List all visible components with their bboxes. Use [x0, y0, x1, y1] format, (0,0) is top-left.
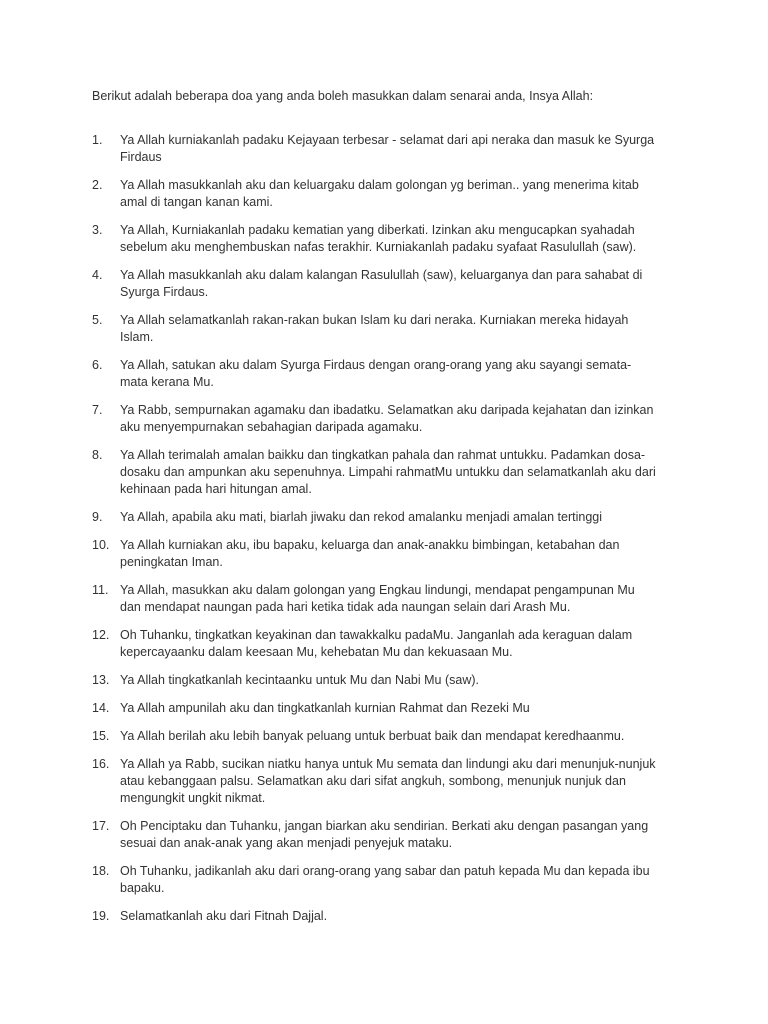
list-item-line: Syurga Firdaus.	[120, 285, 209, 299]
list-item-text	[120, 509, 692, 526]
list-item-line: amal di tangan kanan kami.	[120, 195, 273, 209]
list-item-text	[120, 582, 692, 616]
list-item-number: 9.	[92, 510, 103, 524]
list-item-number: 11.	[92, 583, 109, 597]
list-item-number: 13.	[92, 673, 110, 687]
list-item-line: kehinaan pada hari hitungan amal.	[120, 482, 312, 496]
list-item-text	[120, 357, 692, 391]
list-item-line: Ya Allah ampunilah aku dan tingkatkanlah kurnian Rahmat dan Rezeki Mu	[120, 701, 530, 715]
list-item-line: atau kebanggaan palsu. Selamatkan aku dari sifat angkuh, sombong, menunjuk nunjuk dan	[120, 774, 626, 788]
list-item	[92, 177, 692, 211]
list-item-line: Ya Allah masukkanlah aku dalam kalangan Rasulullah (saw), keluarganya dan para sahabat di	[120, 268, 643, 282]
list-item-line: Ya Allah selamatkanlah rakan-rakan bukan Islam ku dari neraka. Kurniakan mereka hidayah	[120, 313, 629, 327]
list-item-text	[120, 818, 692, 852]
list-item-number: 14.	[92, 701, 110, 715]
list-item-number: 5.	[92, 313, 103, 327]
list-item-text	[120, 672, 692, 689]
list-item-text	[120, 312, 692, 346]
list-item-text	[120, 402, 692, 436]
list-item-line: Ya Rabb, sempurnakan agamaku dan ibadatku. Selamatkan aku daripada kejahatan dan izinkan	[120, 403, 654, 417]
list-item-number: 8.	[92, 448, 103, 462]
list-item	[92, 357, 692, 391]
list-item	[92, 672, 692, 689]
list-item-text	[120, 627, 692, 661]
list-item-number: 17.	[92, 819, 110, 833]
list-item-line: sebelum aku menghembuskan nafas terakhir. Kurniakanlah padaku syafaat Rasulullah (saw).	[120, 240, 637, 254]
list-item-text	[120, 177, 692, 211]
list-item-line: bapaku.	[120, 881, 165, 895]
list-item-number: 7.	[92, 403, 103, 417]
list-item-line: Ya Allah kurniakanlah padaku Kejayaan terbesar - selamat dari api neraka dan masuk ke Syurga	[120, 133, 655, 147]
list-item	[92, 132, 692, 166]
list-item-line: Ya Allah tingkatkanlah kecintaanku untuk Mu dan Nabi Mu (saw).	[120, 673, 479, 687]
list-item-line: Oh Tuhanku, tingkatkan keyakinan dan tawakkalku padaMu. Janganlah ada keraguan dalam	[120, 628, 633, 642]
list-item	[92, 700, 692, 717]
list-item-number: 15.	[92, 729, 110, 743]
list-item-text	[120, 537, 692, 571]
list-item-line: kepercayaanku dalam keesaan Mu, kehebatan Mu dan kekuasaan Mu.	[120, 645, 513, 659]
list-item-text	[120, 728, 692, 745]
list-item-line: mengungkit ungkit nikmat.	[120, 791, 266, 805]
list-item-text	[120, 908, 692, 925]
list-item-text	[120, 132, 692, 166]
list-item	[92, 756, 692, 807]
list-item-line: Islam.	[120, 330, 154, 344]
list-item-line: Firdaus	[120, 150, 162, 164]
list-item	[92, 537, 692, 571]
list-item-number: 12.	[92, 628, 110, 642]
list-item	[92, 627, 692, 661]
list-item	[92, 222, 692, 256]
list-item-text	[120, 222, 692, 256]
list-item-line: Ya Allah kurniakan aku, ibu bapaku, keluarga dan anak-anakku bimbingan, ketabahan dan	[120, 538, 620, 552]
list-item-number: 4.	[92, 268, 103, 282]
list-item-line: Ya Allah, Kurniakanlah padaku kematian yang diberkati. Izinkan aku mengucapkan syahadah	[120, 223, 635, 237]
list-item-line: Ya Allah ya Rabb, sucikan niatku hanya untuk Mu semata dan lindungi aku dari menunjuk-nunjuk	[120, 757, 656, 771]
list-item-number: 6.	[92, 358, 103, 372]
list-item-number: 1.	[92, 133, 103, 147]
list-item-text	[120, 447, 692, 498]
doa-list	[92, 132, 692, 925]
list-item-number: 2.	[92, 178, 103, 192]
list-item-line: Ya Allah terimalah amalan baikku dan tingkatkan pahala dan rahmat untukku. Padamkan dosa-	[120, 448, 646, 462]
list-item-line: Ya Allah, satukan aku dalam Syurga Firdaus dengan orang-orang yang aku sayangi semata-	[120, 358, 632, 372]
list-item-line: mata kerana Mu.	[120, 375, 214, 389]
list-item-text	[120, 700, 692, 717]
list-item-line: Ya Allah berilah aku lebih banyak peluang untuk berbuat baik dan mendapat keredhaanmu.	[120, 729, 625, 743]
list-item-number: 10.	[92, 538, 110, 552]
list-item	[92, 582, 692, 616]
list-item-line: aku menyempurnakan sebahagian daripada agamaku.	[120, 420, 423, 434]
list-item	[92, 312, 692, 346]
list-item-text	[120, 267, 692, 301]
list-item	[92, 863, 692, 897]
list-item-line: dan mendapat naungan pada hari ketika tidak ada naungan selain dari Arash Mu.	[120, 600, 571, 614]
list-item	[92, 447, 692, 498]
list-item-number: 16.	[92, 757, 110, 771]
list-item-line: Oh Penciptaku dan Tuhanku, jangan biarkan aku sendirian. Berkati aku dengan pasangan yang	[120, 819, 649, 833]
list-item-number: 3.	[92, 223, 103, 237]
list-item-line: sesuai dan anak-anak yang akan menjadi penyejuk mataku.	[120, 836, 453, 850]
list-item-number: 19.	[92, 909, 110, 923]
list-item-number: 18.	[92, 864, 110, 878]
document-page	[92, 88, 692, 936]
list-item	[92, 267, 692, 301]
list-item-line: peningkatan Iman.	[120, 555, 223, 569]
list-item	[92, 509, 692, 526]
list-item-line: Selamatkanlah aku dari Fitnah Dajjal.	[120, 909, 328, 923]
list-item-line: Ya Allah, apabila aku mati, biarlah jiwaku dan rekod amalanku menjadi amalan tertinggi	[120, 510, 602, 524]
list-item-line: dosaku dan ampunkan aku sepenuhnya. Limpahi rahmatMu untukku dan selamatkanlah aku dari	[120, 465, 656, 479]
list-item	[92, 728, 692, 745]
list-item	[92, 818, 692, 852]
list-item-line: Ya Allah masukkanlah aku dan keluargaku dalam golongan yg beriman.. yang menerima kitab	[120, 178, 639, 192]
list-item-text	[120, 863, 692, 897]
list-item-line: Ya Allah, masukkan aku dalam golongan yang Engkau lindungi, mendapat pengampunan Mu	[120, 583, 635, 597]
list-item	[92, 402, 692, 436]
list-item-text	[120, 756, 692, 807]
intro-paragraph: Berikut adalah beberapa doa yang anda boleh masukkan dalam senarai anda, Insya Allah:	[92, 89, 594, 103]
list-item	[92, 908, 692, 925]
list-item-line: Oh Tuhanku, jadikanlah aku dari orang-orang yang sabar dan patuh kepada Mu dan kepada ibu	[120, 864, 650, 878]
